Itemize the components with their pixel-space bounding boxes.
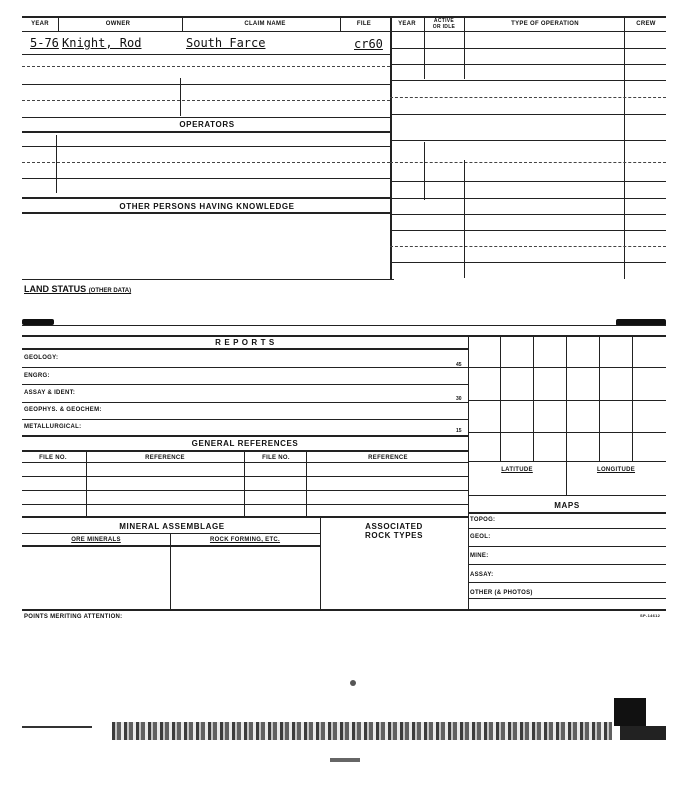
entry-claim-name: South Farce: [186, 36, 266, 50]
header-crew: CREW: [636, 21, 656, 27]
grid-col: [599, 335, 600, 461]
row-line: [22, 84, 390, 85]
col-divider: [86, 450, 87, 516]
row-line: [22, 419, 468, 420]
col-divider: [58, 17, 59, 31]
header-or-idle: OR IDLE: [432, 24, 456, 30]
grid-row: [468, 461, 666, 462]
ref-reference: REFERENCE: [145, 455, 185, 461]
row-line: [390, 214, 666, 215]
row-line: [22, 367, 468, 368]
associated-rock-types-2: ROCK TYPES: [364, 531, 424, 540]
mineral-assemblage-title: MINERAL ASSEMBLAGE: [119, 522, 225, 531]
ore-minerals-label: ORE MINERALS: [71, 537, 121, 543]
row-line: [22, 504, 468, 505]
grid-row: [468, 432, 666, 433]
row-line: [22, 402, 468, 403]
row-line: [468, 598, 666, 599]
row-line: [22, 545, 320, 547]
row-line: [22, 178, 390, 179]
rock-forming-label: ROCK FORMING, ETC.: [209, 537, 281, 543]
row-line: [22, 384, 468, 385]
report-row-geophys: GEOPHYS. & GEOCHEM:: [24, 407, 102, 413]
entry-owner: Knight, Rod: [62, 36, 142, 50]
row-line: [468, 528, 666, 529]
row-line: [390, 162, 666, 163]
scan-noise: [330, 758, 360, 762]
row-line: [390, 140, 666, 141]
row-line: [22, 146, 390, 147]
scale-45: 45: [456, 362, 462, 368]
grid-top: [468, 335, 666, 337]
col-divider: [424, 142, 425, 200]
col-divider: [244, 450, 245, 516]
scale-15: 15: [456, 428, 462, 434]
row-line: [468, 546, 666, 547]
grid-row: [468, 367, 666, 368]
row-line: [468, 564, 666, 565]
row-line: [390, 246, 666, 247]
form-bottom-line: [22, 609, 666, 611]
ref-file-no-2: FILE NO.: [262, 455, 290, 461]
grid-col: [566, 335, 567, 495]
row-line: [22, 66, 390, 67]
header-claim-name: CLAIM NAME: [244, 21, 286, 27]
land-status-title: LAND STATUS (OTHER DATA): [24, 284, 132, 294]
row-line: [390, 230, 666, 231]
ref-reference-2: REFERENCE: [368, 455, 408, 461]
reports-title-line: [22, 348, 468, 350]
header-active: ACTIVE: [433, 18, 455, 24]
longitude-label: LONGITUDE: [596, 467, 636, 473]
col-divider: [340, 17, 341, 31]
general-references-title: GENERAL REFERENCES: [191, 439, 299, 448]
row-line: [22, 325, 666, 326]
map-row-other: OTHER (& PHOTOS): [470, 590, 533, 596]
col-divider: [464, 160, 465, 278]
row-line: [390, 80, 666, 81]
other-persons-title: OTHER PERSONS HAVING KNOWLEDGE: [119, 202, 295, 211]
row-line: [22, 533, 320, 534]
form-number: SP-14612: [640, 613, 661, 618]
row-line: [22, 54, 390, 55]
entry-year: 5-76: [30, 36, 59, 50]
scan-noise: [350, 680, 356, 686]
reports-top-line: [22, 335, 468, 337]
operators-title: OPERATORS: [179, 120, 235, 129]
row-line: [22, 516, 468, 518]
row-line: [390, 48, 666, 49]
grid-col: [632, 335, 633, 461]
col-divider: [468, 335, 469, 609]
row-line: [390, 181, 666, 182]
header-owner: OWNER: [105, 21, 131, 27]
report-row-assay: ASSAY & IDENT:: [24, 390, 76, 396]
map-row-topog: TOPOG:: [470, 517, 496, 523]
row-line: [390, 64, 666, 65]
row-line: [22, 476, 468, 477]
row-line: [22, 279, 394, 280]
row-line: [22, 462, 468, 463]
col-divider: [624, 17, 625, 279]
entry-file: cr60: [354, 37, 383, 51]
report-row-engrg: ENGRG:: [24, 373, 50, 379]
row-line: [22, 490, 468, 491]
associated-rock-types-1: ASSOCIATED: [365, 522, 423, 531]
header-year-2: YEAR: [398, 21, 416, 27]
row-line: [22, 117, 390, 118]
col-divider: [182, 17, 183, 31]
row-line: [468, 582, 666, 583]
scan-noise: [614, 698, 646, 726]
row-line: [390, 114, 666, 115]
col-divider: [170, 533, 171, 609]
map-row-mine: MINE:: [470, 553, 489, 559]
row-line: [22, 197, 390, 199]
map-row-geol: GEOL:: [470, 534, 491, 540]
ref-file-no: FILE NO.: [39, 455, 67, 461]
header-bottom-line: [22, 31, 666, 32]
grid-row: [468, 400, 666, 401]
other-persons-line: [22, 212, 390, 214]
scan-noise: [22, 726, 92, 728]
scale-30: 30: [456, 396, 462, 402]
col-divider: [320, 516, 321, 609]
maps-title: MAPS: [554, 501, 580, 510]
row-line: [390, 97, 666, 98]
col-divider: [56, 135, 57, 193]
grid-col: [533, 335, 534, 461]
operators-line: [22, 131, 390, 133]
reports-title: R E P O R T S: [215, 338, 275, 347]
col-divider: [306, 450, 307, 516]
report-row-geology: GEOLOGY:: [24, 355, 59, 361]
scan-noise: [112, 722, 612, 740]
points-meriting-attention-label: POINTS MERITING ATTENTION:: [24, 614, 123, 620]
latitude-label: LATITUDE: [501, 467, 533, 473]
row-line: [468, 495, 666, 496]
row-line: [22, 162, 390, 163]
header-type-of-operation: TYPE OF OPERATION: [511, 21, 579, 27]
row-line: [390, 198, 666, 199]
col-divider: [180, 78, 181, 116]
header-year: YEAR: [31, 21, 49, 27]
header-file: FILE: [356, 21, 372, 27]
grid-col: [500, 335, 501, 461]
scan-noise: [620, 726, 666, 740]
general-references-line: [22, 450, 468, 452]
row-line: [22, 100, 390, 101]
row-line: [390, 262, 666, 263]
map-row-assay: ASSAY:: [470, 572, 494, 578]
row-line: [22, 435, 468, 437]
main-divider: [390, 17, 392, 279]
report-row-metallurgical: METALLURGICAL:: [24, 424, 82, 430]
top-border: [22, 16, 666, 18]
maps-line: [468, 512, 666, 514]
